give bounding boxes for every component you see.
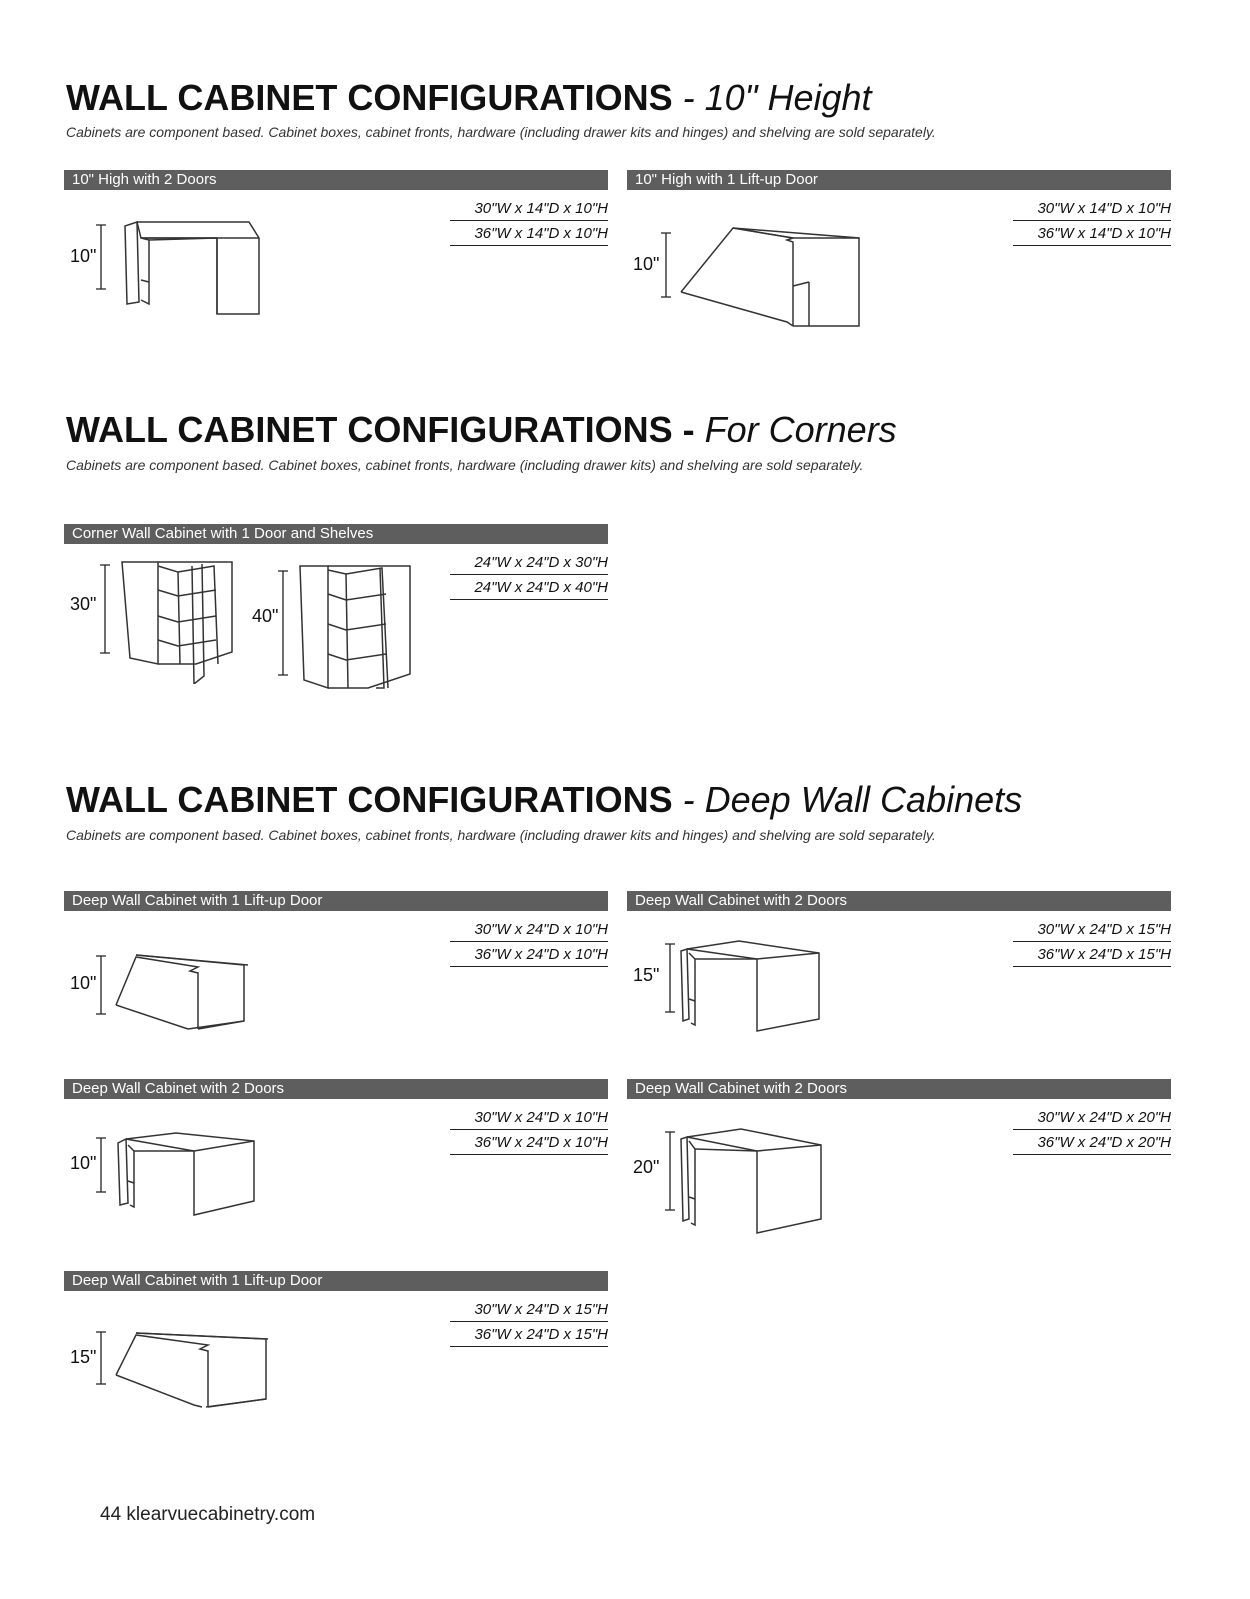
size-option: 36"W x 24"D x 10"H (450, 944, 608, 967)
size-option: 24"W x 24"D x 30"H (450, 552, 608, 575)
section-intro: Cabinets are component based. Cabinet boxes, cabinet fronts, hardware (including drawer kits and hinges) and shelving are sold separately. (66, 124, 936, 140)
deep-cabinet-2-doors-icon (679, 939, 827, 1035)
config-card (627, 891, 1171, 1061)
height-bracket-icon (94, 224, 108, 290)
height-label: 15" (70, 1347, 97, 1367)
card-title: 10" High with 1 Lift-up Door (627, 170, 1171, 190)
size-option: 30"W x 24"D x 15"H (1013, 919, 1171, 942)
size-option: 36"W x 24"D x 15"H (450, 1324, 608, 1347)
size-list (1013, 919, 1171, 969)
size-list (450, 919, 608, 969)
height-bracket-icon (94, 1331, 108, 1385)
heading-bold: WALL CABINET CONFIGURATIONS (66, 77, 673, 118)
card-title: Corner Wall Cabinet with 1 Door and Shelves (64, 524, 608, 544)
height-label: 10" (70, 1153, 97, 1173)
card-title: 10" High with 2 Doors (64, 170, 608, 190)
card-title: Deep Wall Cabinet with 2 Doors (64, 1079, 608, 1099)
website-link[interactable]: klearvuecabinetry.com (126, 1504, 316, 1525)
height-label: 10" (633, 254, 660, 274)
config-card (64, 891, 608, 1061)
size-option: 36"W x 14"D x 10"H (1013, 223, 1171, 246)
height-label: 20" (633, 1157, 660, 1177)
height-bracket-icon (659, 232, 673, 298)
card-title: Deep Wall Cabinet with 2 Doors (627, 891, 1171, 911)
card-title: Deep Wall Cabinet with 2 Doors (627, 1079, 1171, 1099)
height-bracket-icon (663, 943, 677, 1013)
cabinet-lift-up-door-icon (675, 226, 867, 330)
corner-cabinet-40-icon (298, 564, 416, 690)
cabinet-2-doors-icon (119, 218, 269, 318)
size-option: 30"W x 24"D x 20"H (1013, 1107, 1171, 1130)
config-card (64, 1079, 608, 1249)
section-heading (66, 780, 1022, 820)
height-label: 10" (70, 973, 97, 993)
config-card (627, 170, 1171, 360)
size-list (1013, 1107, 1171, 1157)
config-card (64, 1271, 608, 1441)
heading-bold: WALL CABINET CONFIGURATIONS - (66, 409, 705, 450)
config-card (627, 1079, 1171, 1249)
size-list (450, 1107, 608, 1157)
page-footer (100, 1504, 315, 1526)
heading-separator: - (672, 77, 705, 118)
size-option: 36"W x 24"D x 15"H (1013, 944, 1171, 967)
size-option: 24"W x 24"D x 40"H (450, 577, 608, 600)
deep-cabinet-lift-up-icon (114, 1329, 272, 1411)
height-bracket-icon (94, 955, 108, 1015)
heading-subtitle: For Corners (704, 409, 897, 450)
section-heading (66, 78, 872, 118)
card-title: Deep Wall Cabinet with 1 Lift-up Door (64, 891, 608, 911)
height-bracket-icon (276, 570, 290, 676)
heading-separator: - (672, 779, 705, 820)
height-label: 10" (70, 246, 97, 266)
height-label: 40" (252, 606, 279, 626)
section-intro: Cabinets are component based. Cabinet boxes, cabinet fronts, hardware (including drawer kits) and shelving are sold separately. (66, 457, 864, 473)
size-list (450, 1299, 608, 1349)
config-card (64, 524, 608, 704)
corner-cabinet-30-icon (120, 560, 240, 684)
heading-subtitle: 10" Height (704, 77, 872, 118)
heading-bold: WALL CABINET CONFIGURATIONS (66, 779, 673, 820)
size-list (1013, 198, 1171, 248)
size-option: 36"W x 24"D x 20"H (1013, 1132, 1171, 1155)
size-option: 30"W x 24"D x 15"H (450, 1299, 608, 1322)
deep-cabinet-2-doors-icon (116, 1131, 260, 1219)
section-heading (66, 410, 897, 450)
card-title: Deep Wall Cabinet with 1 Lift-up Door (64, 1271, 608, 1291)
size-option: 30"W x 14"D x 10"H (1013, 198, 1171, 221)
height-bracket-icon (663, 1131, 677, 1211)
size-list (450, 198, 608, 248)
size-option: 36"W x 14"D x 10"H (450, 223, 608, 246)
page-number: 44 (100, 1504, 122, 1525)
size-list (450, 552, 608, 602)
deep-cabinet-2-doors-icon (679, 1127, 829, 1235)
heading-subtitle: Deep Wall Cabinets (704, 779, 1023, 820)
section-intro: Cabinets are component based. Cabinet boxes, cabinet fronts, hardware (including drawer kits and hinges) and shelving are sold separately. (66, 827, 936, 843)
height-bracket-icon (94, 1137, 108, 1193)
height-label: 15" (633, 965, 660, 985)
size-option: 30"W x 14"D x 10"H (450, 198, 608, 221)
deep-cabinet-lift-up-icon (114, 949, 254, 1035)
size-option: 30"W x 24"D x 10"H (450, 1107, 608, 1130)
height-bracket-icon (98, 564, 112, 654)
size-option: 36"W x 24"D x 10"H (450, 1132, 608, 1155)
size-option: 30"W x 24"D x 10"H (450, 919, 608, 942)
height-label: 30" (70, 594, 97, 614)
config-card (64, 170, 608, 360)
